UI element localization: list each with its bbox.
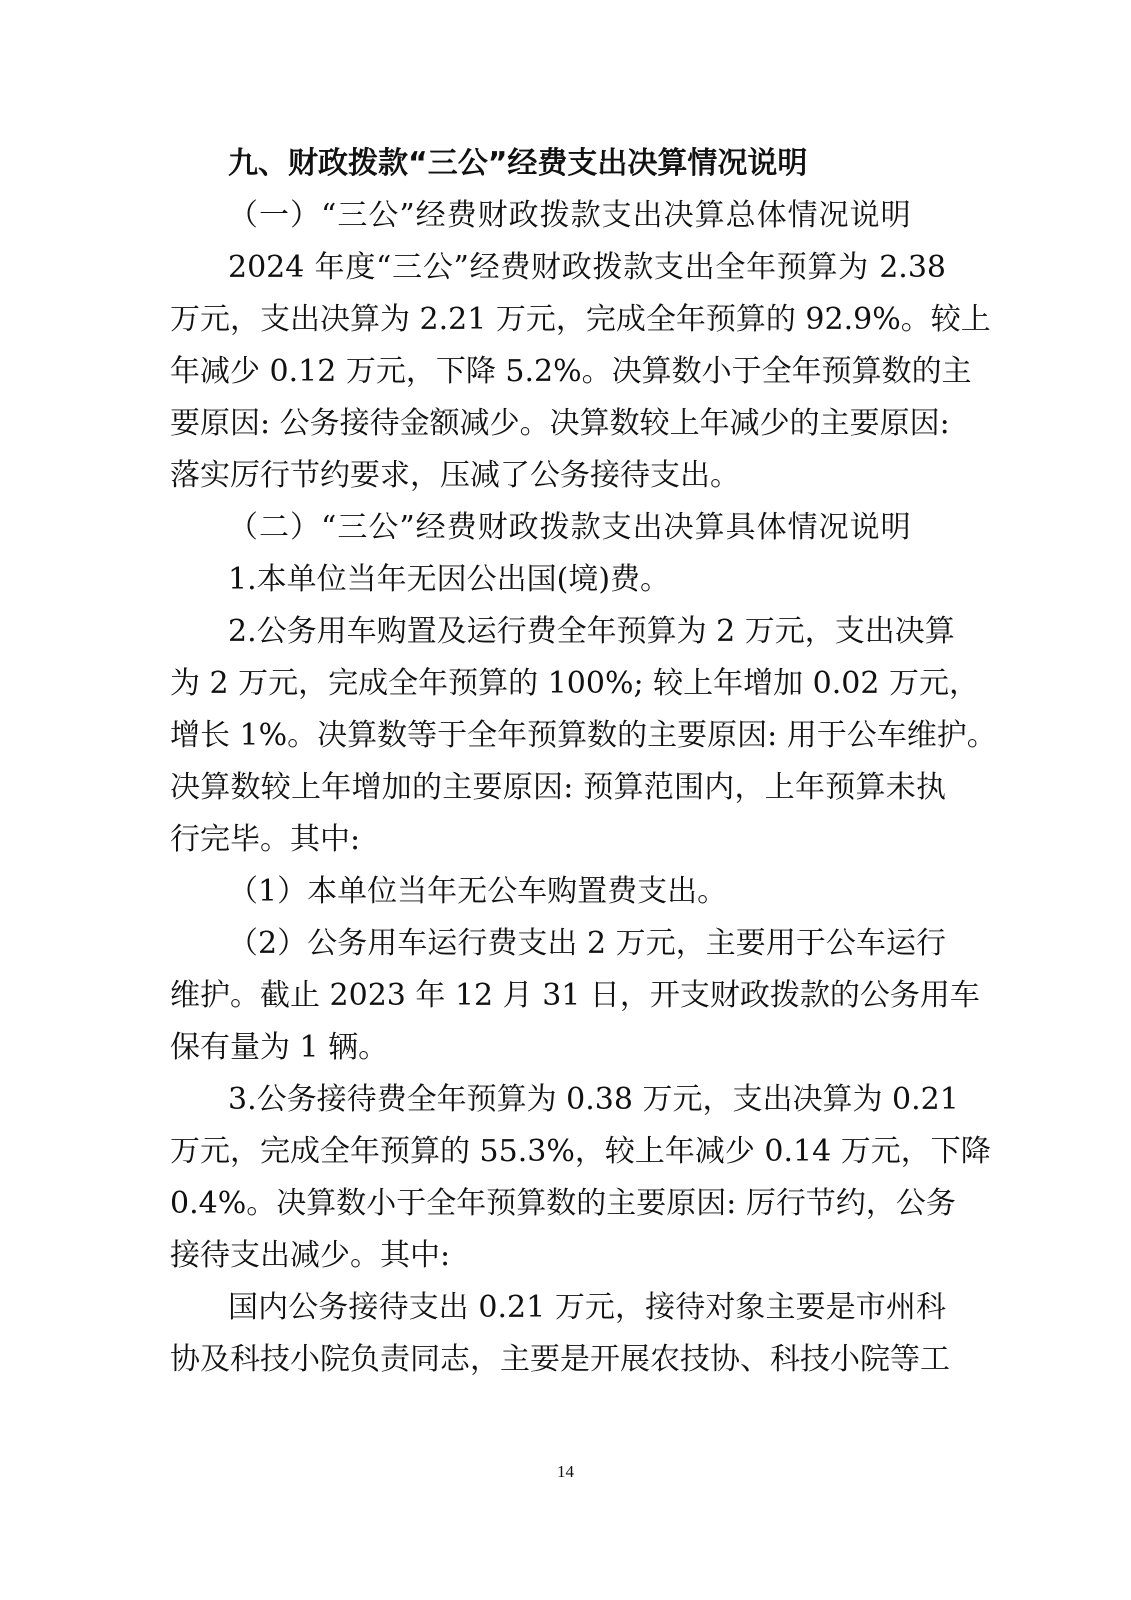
paragraph-line: （2）公务用车运行费支出 2 万元，主要用于公车运行	[228, 926, 946, 961]
subheading-details: （二）“三公”经费财政拨款支出决算具体情况说明	[228, 510, 912, 545]
item-1: 1.本单位当年无因公出国(境)费。	[228, 562, 671, 597]
paragraph-line: 接待支出减少。其中:	[170, 1238, 451, 1273]
paragraph-line: 2024 年度“三公”经费财政拨款支出全年预算为 2.38	[228, 250, 946, 285]
paragraph-line: 万元，完成全年预算的 55.3%，较上年减少 0.14 万元，下降	[170, 1134, 991, 1169]
paragraph-line: 为 2 万元，完成全年预算的 100%; 较上年增加 0.02 万元，	[170, 666, 979, 701]
paragraph-line: 落实厉行节约要求，压减了公务接待支出。	[170, 458, 740, 493]
paragraph-line: 2.公务用车购置及运行费全年预算为 2 万元，支出决算	[228, 614, 955, 649]
paragraph-line: 要原因: 公务接待金额减少。决算数较上年减少的主要原因:	[170, 406, 950, 441]
paragraph-line: 年减少 0.12 万元，下降 5.2%。决算数小于全年预算数的主	[170, 354, 972, 389]
paragraph-line: 万元，支出决算为 2.21 万元，完成全年预算的 92.9%。较上	[170, 302, 991, 337]
paragraph-line: 维护。截止 2023 年 12 月 31 日，开支财政拨款的公务用车	[170, 978, 980, 1013]
section-heading: 九、财政拨款“三公”经费支出决算情况说明	[228, 146, 808, 181]
paragraph-line: 增长 1%。决算数等于全年预算数的主要原因: 用于公车维护。	[170, 718, 997, 753]
subheading-overall: （一）“三公”经费财政拨款支出决算总体情况说明	[228, 198, 912, 233]
paragraph-line: 保有量为 1 辆。	[170, 1030, 389, 1065]
paragraph-line: 3.公务接待费全年预算为 0.38 万元，支出决算为 0.21	[228, 1082, 959, 1117]
page-number: 14	[557, 1462, 574, 1481]
paragraph-line: 行完毕。其中:	[170, 822, 361, 857]
paragraph-line: 国内公务接待支出 0.21 万元，接待对象主要是市州科	[228, 1290, 946, 1325]
paragraph-line: 0.4%。决算数小于全年预算数的主要原因: 厉行节约，公务	[170, 1186, 956, 1221]
paragraph-line: 决算数较上年增加的主要原因: 预算范围内，上年预算未执	[170, 770, 946, 805]
item-2-1: （1）本单位当年无公车购置费支出。	[228, 874, 728, 909]
paragraph-line: 协及科技小院负责同志，主要是开展农技协、科技小院等工	[170, 1342, 950, 1377]
